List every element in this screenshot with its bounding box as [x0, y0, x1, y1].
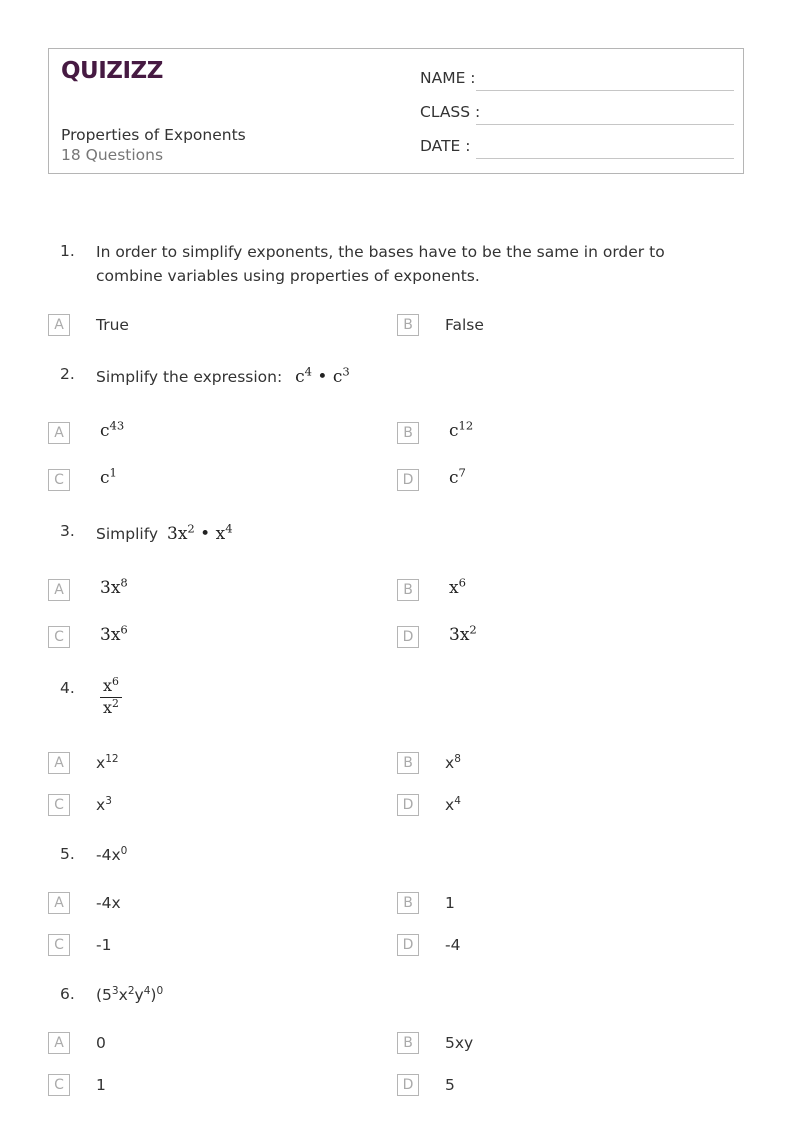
option-text[interactable]: -4x: [96, 894, 121, 912]
math-expression: $3x^2$ • $x^4$: [167, 521, 233, 544]
name-label: NAME :: [420, 69, 476, 87]
option-letter[interactable]: D: [397, 469, 419, 491]
question-text: [96, 365, 716, 389]
option-letter[interactable]: B: [397, 1032, 419, 1054]
question-prompt: Simplify the expression:: [96, 368, 283, 386]
fraction-expression: [100, 676, 122, 717]
quizizz-logo: QUIZIZZ: [61, 58, 163, 84]
question-number: 1.: [60, 242, 75, 260]
date-line[interactable]: [476, 158, 734, 159]
option-text[interactable]: 1: [96, 1076, 106, 1094]
name-field[interactable]: [420, 69, 734, 89]
name-line[interactable]: [476, 90, 734, 91]
option-letter[interactable]: A: [48, 422, 70, 444]
class-field[interactable]: [420, 103, 734, 123]
option-text[interactable]: $x^4$: [445, 795, 461, 814]
option-text[interactable]: 1: [445, 894, 455, 912]
option-letter[interactable]: B: [397, 892, 419, 914]
fraction-numerator: $x^6$: [103, 675, 119, 695]
option-text[interactable]: $x^6$: [449, 575, 466, 598]
option-letter[interactable]: C: [48, 1074, 70, 1096]
option-letter[interactable]: B: [397, 579, 419, 601]
option-text[interactable]: -4: [445, 936, 461, 954]
option-text[interactable]: $3x^6$: [100, 622, 128, 645]
question-count: 18 Questions: [61, 146, 164, 164]
option-letter[interactable]: A: [48, 892, 70, 914]
question-number: 5.: [60, 845, 75, 863]
question-number: 3.: [60, 522, 75, 540]
option-text[interactable]: True: [96, 316, 129, 334]
question-text: $(5^3x^2y^4)^0$: [96, 985, 164, 1004]
option-letter[interactable]: C: [48, 794, 70, 816]
question-text: [96, 522, 716, 546]
question-prompt: Simplify: [96, 525, 159, 543]
option-letter[interactable]: A: [48, 579, 70, 601]
option-text[interactable]: $c^{43}$: [100, 418, 125, 441]
question-text: $-4x^0$: [96, 845, 128, 864]
option-text[interactable]: $3x^8$: [100, 575, 128, 598]
option-letter[interactable]: C: [48, 469, 70, 491]
option-text[interactable]: $c^{12}$: [449, 418, 474, 441]
worksheet-title: Properties of Exponents: [61, 126, 246, 144]
option-letter[interactable]: C: [48, 626, 70, 648]
option-letter[interactable]: B: [397, 422, 419, 444]
option-text[interactable]: $c^1$: [100, 465, 117, 488]
option-text[interactable]: False: [445, 316, 484, 334]
question-number: 6.: [60, 985, 75, 1003]
option-text[interactable]: 5xy: [445, 1034, 474, 1052]
option-text[interactable]: $3x^2$: [449, 622, 477, 645]
option-letter[interactable]: B: [397, 314, 419, 336]
class-label: CLASS :: [420, 103, 481, 121]
option-text[interactable]: -1: [96, 936, 112, 954]
date-label: DATE :: [420, 137, 471, 155]
option-letter[interactable]: D: [397, 1074, 419, 1096]
math-expression: $c^4$ • $c^3$: [295, 364, 350, 387]
option-letter[interactable]: D: [397, 626, 419, 648]
option-letter[interactable]: B: [397, 752, 419, 774]
option-letter[interactable]: D: [397, 934, 419, 956]
option-text[interactable]: $x^8$: [445, 753, 461, 772]
option-text[interactable]: $c^7$: [449, 465, 466, 488]
option-letter[interactable]: C: [48, 934, 70, 956]
option-text[interactable]: 5: [445, 1076, 455, 1094]
option-letter[interactable]: A: [48, 1032, 70, 1054]
class-line[interactable]: [476, 124, 734, 125]
option-text[interactable]: $x^{12}$: [96, 753, 119, 772]
option-letter[interactable]: A: [48, 752, 70, 774]
date-field[interactable]: [420, 137, 734, 157]
fraction-denominator: $x^2$: [103, 697, 119, 717]
option-letter[interactable]: A: [48, 314, 70, 336]
worksheet-header: [48, 48, 744, 174]
option-text[interactable]: $x^3$: [96, 795, 112, 814]
question-number: 2.: [60, 365, 75, 383]
option-letter[interactable]: D: [397, 794, 419, 816]
question-number: 4.: [60, 679, 75, 697]
question-text: In order to simplify exponents, the bases have to be the same in order to combine variables using properties of exponents.: [96, 243, 665, 285]
option-text[interactable]: 0: [96, 1034, 106, 1052]
